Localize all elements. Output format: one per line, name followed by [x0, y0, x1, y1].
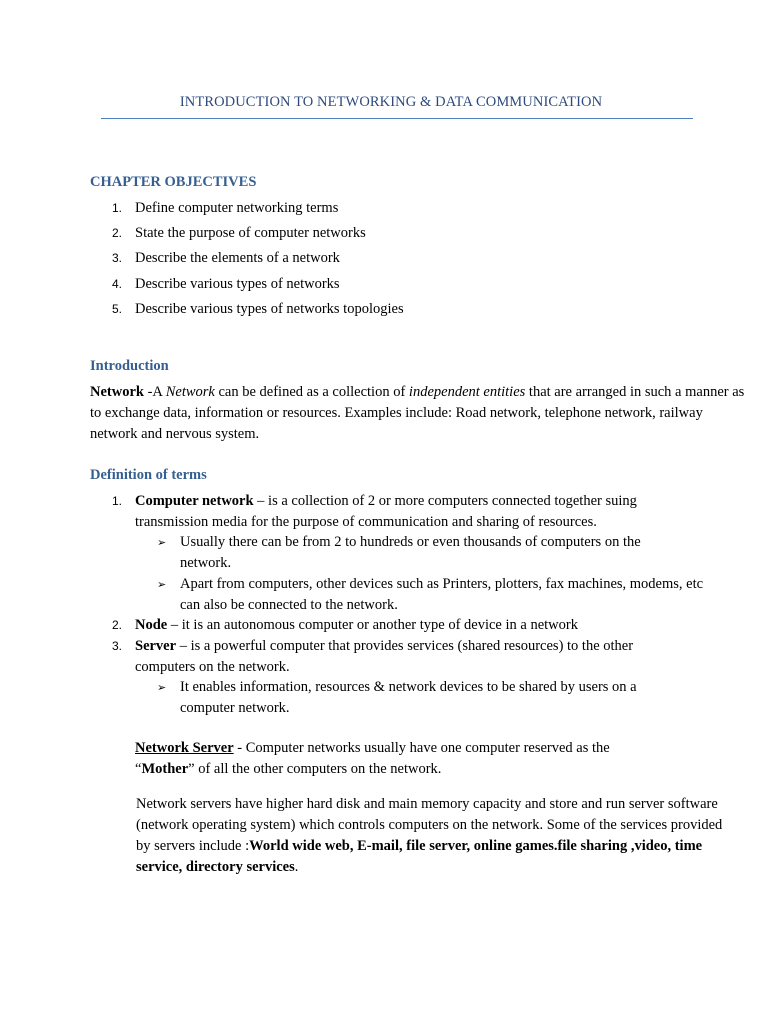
- definition-number: 3.: [112, 639, 123, 653]
- services-list: World wide web, E-mail, file server, online games.file sharing ,video, time service, directory services: [136, 838, 703, 875]
- chapter-objectives-heading: CHAPTER OBJECTIVES: [90, 174, 257, 190]
- objective-text: State the purpose of computer networks: [135, 225, 366, 241]
- objective-number: 3.: [112, 251, 123, 265]
- objective-number: 5.: [112, 302, 123, 316]
- objective-item: [0, 274, 768, 294]
- objective-number: 1.: [112, 201, 123, 215]
- objective-item: [0, 198, 768, 218]
- objective-item: [0, 248, 768, 268]
- bullet-text: It enables information, resources & network devices to be shared by users on a computer network.: [180, 679, 637, 716]
- header-divider: [101, 118, 693, 119]
- arrow-bullet-icon: ➢: [157, 536, 167, 549]
- definition-server: Server – is a powerful computer that provides services (shared resources) to the other computers on the network.: [135, 638, 634, 675]
- arrow-bullet-icon: ➢: [157, 681, 167, 694]
- bullet-text: Usually there can be from 2 to hundreds or even thousands of computers on the network.: [180, 534, 641, 571]
- arrow-bullet-icon: ➢: [157, 578, 167, 591]
- definition-of-terms-heading: Definition of terms: [90, 467, 207, 483]
- definition-number: 2.: [112, 618, 123, 632]
- objective-text: Describe various types of networks: [135, 276, 340, 292]
- definition-number: 1.: [112, 494, 123, 508]
- objective-number: 4.: [112, 277, 123, 291]
- definition-computer-network: Computer network – is a collection of 2 or more computers connected together suing transmission media for the purpose of communication and sharing of resources.: [135, 493, 637, 530]
- document-header-title: INTRODUCTION TO NETWORKING & DATA COMMUNICATION: [179, 94, 603, 110]
- introduction-paragraph: Network -A Network can be defined as a collection of independent entities that are arranged in such a manner as to exchange data, information or resources. Examples include: Road network, telephone network, railway network and nervous system.: [90, 384, 745, 442]
- objective-item: [0, 223, 768, 243]
- bullet-text: Apart from computers, other devices such as Printers, plotters, fax machines, modems, etc can also be connected to the network.: [180, 576, 704, 613]
- definition-node: Node – it is an autonomous computer or another type of device in a network: [135, 617, 578, 633]
- network-server-services-paragraph: Network servers have higher hard disk and main memory capacity and store and run server software (network operating system) which controls computers on the network. Some of the services provided by servers include :World wide web, E-mail, file server, online games.file sharing ,video, time service, directory services.: [136, 796, 723, 875]
- objective-item: [0, 299, 768, 319]
- introduction-heading: Introduction: [90, 358, 169, 374]
- objective-number: 2.: [112, 226, 123, 240]
- network-server-paragraph: Network Server - Computer networks usually have one computer reserved as the “Mother” of all the other computers on the network.: [135, 740, 610, 777]
- objective-text: Describe the elements of a network: [135, 250, 340, 266]
- objective-text: Describe various types of networks topologies: [135, 301, 404, 317]
- network-server-term: Network Server: [135, 740, 234, 756]
- network-term: Network: [90, 384, 144, 400]
- objective-text: Define computer networking terms: [135, 200, 339, 216]
